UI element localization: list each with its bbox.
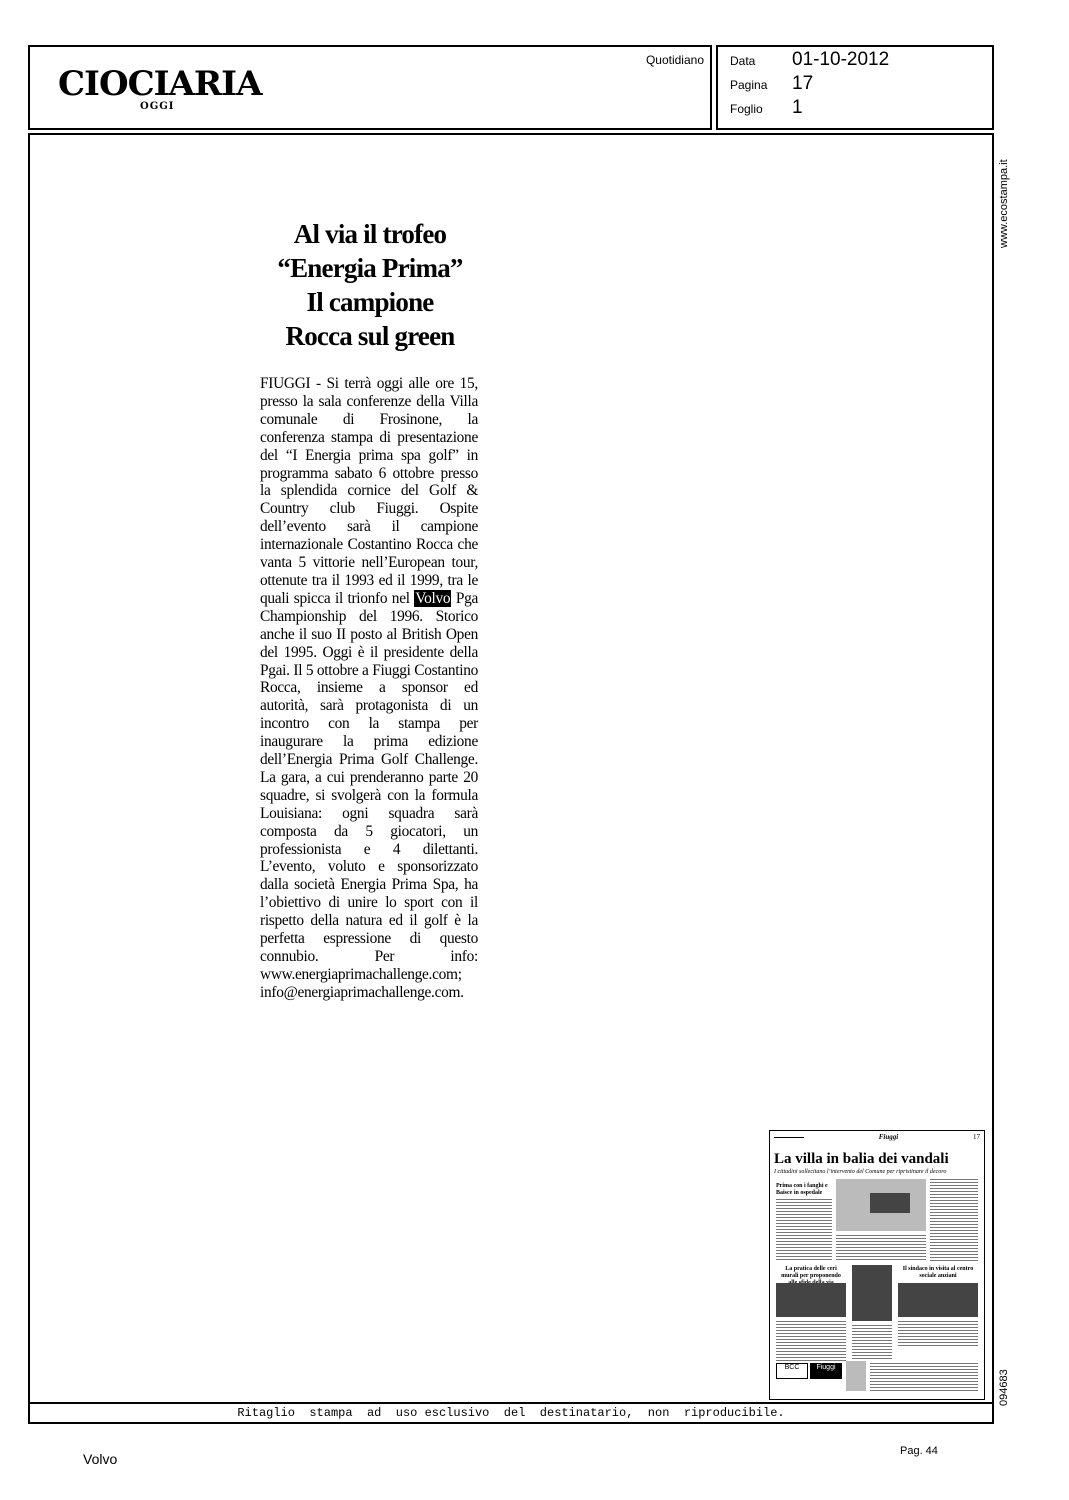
highlighted-keyword: Volvo bbox=[415, 589, 451, 607]
document-page-label: Volvo bbox=[83, 1451, 118, 1467]
thumbnail-section: Fiuggi bbox=[878, 1133, 899, 1141]
metadata-box bbox=[716, 45, 994, 130]
thumbnail-text-column bbox=[898, 1321, 978, 1347]
publication-type: Quotidiano bbox=[645, 53, 704, 67]
date-value: 01-10-2012 bbox=[792, 49, 890, 70]
thumbnail-photo-detail bbox=[870, 1193, 910, 1213]
thumbnail-title: La villa in balia dei vandali bbox=[774, 1151, 949, 1167]
footer-rule bbox=[30, 1402, 992, 1404]
headline-line: Il campione bbox=[306, 287, 434, 317]
thumbnail-subtitle: I cittadini sollecitano l’intervento del Comune per ripristinare il decoro bbox=[774, 1169, 947, 1175]
document-page-number: Pag. 44 bbox=[900, 1445, 938, 1457]
thumbnail-photo bbox=[776, 1283, 846, 1317]
article-body-part: Pga Championship del 1996. Storico anche il suo II posto al British Open del 1995. Oggi è il presidente della Pgai. Il 5 ottobre a Fiuggi Costantino Rocca, insieme a sponsor ed autorità, sarà protagonista di un incontro con la stampa per inaugurare la prima edizione dell’Energia Prima Golf Challenge. La gara, a cui prenderanno parte 20 squadre, si svolgerà con la formula Louisiana: ogni squadra sarà composta da 5 giocatori, un professionista e 4 dilettanti. L’evento, voluto e sponsorizzato dalla società Energia Prima Spa, ha l’obiettivo di unire lo sport con il rispetto della natura ed il golf è la perfetta espressione di questo connubio. Per info: www.energiaprimachallenge.com; info@energiaprimachallenge.com. bbox=[260, 589, 478, 1001]
thumbnail-ad: BCC bbox=[776, 1363, 808, 1379]
thumbnail-boxed-article bbox=[852, 1265, 892, 1321]
page-value: 17 bbox=[792, 73, 814, 94]
thumbnail-text-column bbox=[776, 1321, 846, 1361]
headline-line: Rocca sul green bbox=[285, 321, 455, 351]
headline-line: “Energia Prima” bbox=[277, 253, 463, 283]
thumbnail-headline: Prima con i fanghi e Baisce in ospedale bbox=[776, 1183, 828, 1196]
headline-line: Al via il trofeo bbox=[293, 219, 447, 249]
newspaper-logo: CIOCIARIA bbox=[58, 64, 262, 104]
article-body-part: FIUGGI - Si terrà oggi alle ore 15, presso la sala conferenze della Villa comunale di Frosinone, la conferenza stampa di presentazione del “I Energia prima spa golf” in programma sabato 6 ottobre presso la splendida cornice del Golf & Country club Fiuggi. Ospite dell’evento sarà il campione internazionale Costantino Rocca che vanta 5 vittorie nell’European tour, ottenute tra il 1993 ed il 1999, tra le quali spicca il trionfo nel bbox=[260, 375, 478, 607]
sheet-label: Foglio bbox=[730, 102, 763, 116]
thumbnail-ad: Fiuggi bbox=[810, 1363, 842, 1379]
page-label: Pagina bbox=[730, 78, 768, 92]
date-label: Data bbox=[730, 54, 756, 68]
masthead-box bbox=[28, 45, 712, 130]
website-vertical: www.ecostampa.it bbox=[998, 159, 1010, 248]
page-thumbnail bbox=[769, 1130, 985, 1400]
sheet-value: 1 bbox=[792, 97, 803, 118]
thumbnail-photo bbox=[898, 1283, 978, 1317]
thumbnail-page: 17 bbox=[972, 1133, 980, 1141]
clipping-frame bbox=[28, 133, 994, 1424]
thumbnail-text-column bbox=[776, 1199, 832, 1261]
thumbnail-text-column bbox=[836, 1235, 926, 1261]
newspaper-logo-sub: OGGI bbox=[140, 101, 175, 112]
clipping-notice: Ritaglio stampa ad uso esclusivo del destinatario, non riproducibile. bbox=[237, 1406, 785, 1420]
thumbnail-headline: La pratica delle ceri murali per proponendo bbox=[781, 1266, 841, 1279]
thumbnail-text-column bbox=[930, 1179, 978, 1261]
thumbnail-text-column bbox=[852, 1325, 892, 1361]
article-body bbox=[260, 375, 478, 1002]
thumbnail-ad-image bbox=[846, 1361, 866, 1391]
clipping-code-vertical: 094683 bbox=[998, 1369, 1010, 1406]
article-headline bbox=[240, 217, 500, 353]
thumbnail-topline bbox=[774, 1133, 980, 1141]
thumbnail-rule bbox=[774, 1137, 804, 1141]
thumbnail-text-column bbox=[870, 1363, 978, 1393]
thumbnail-headline: Il sindaco in visita al centro sociale anziani bbox=[902, 1266, 974, 1279]
